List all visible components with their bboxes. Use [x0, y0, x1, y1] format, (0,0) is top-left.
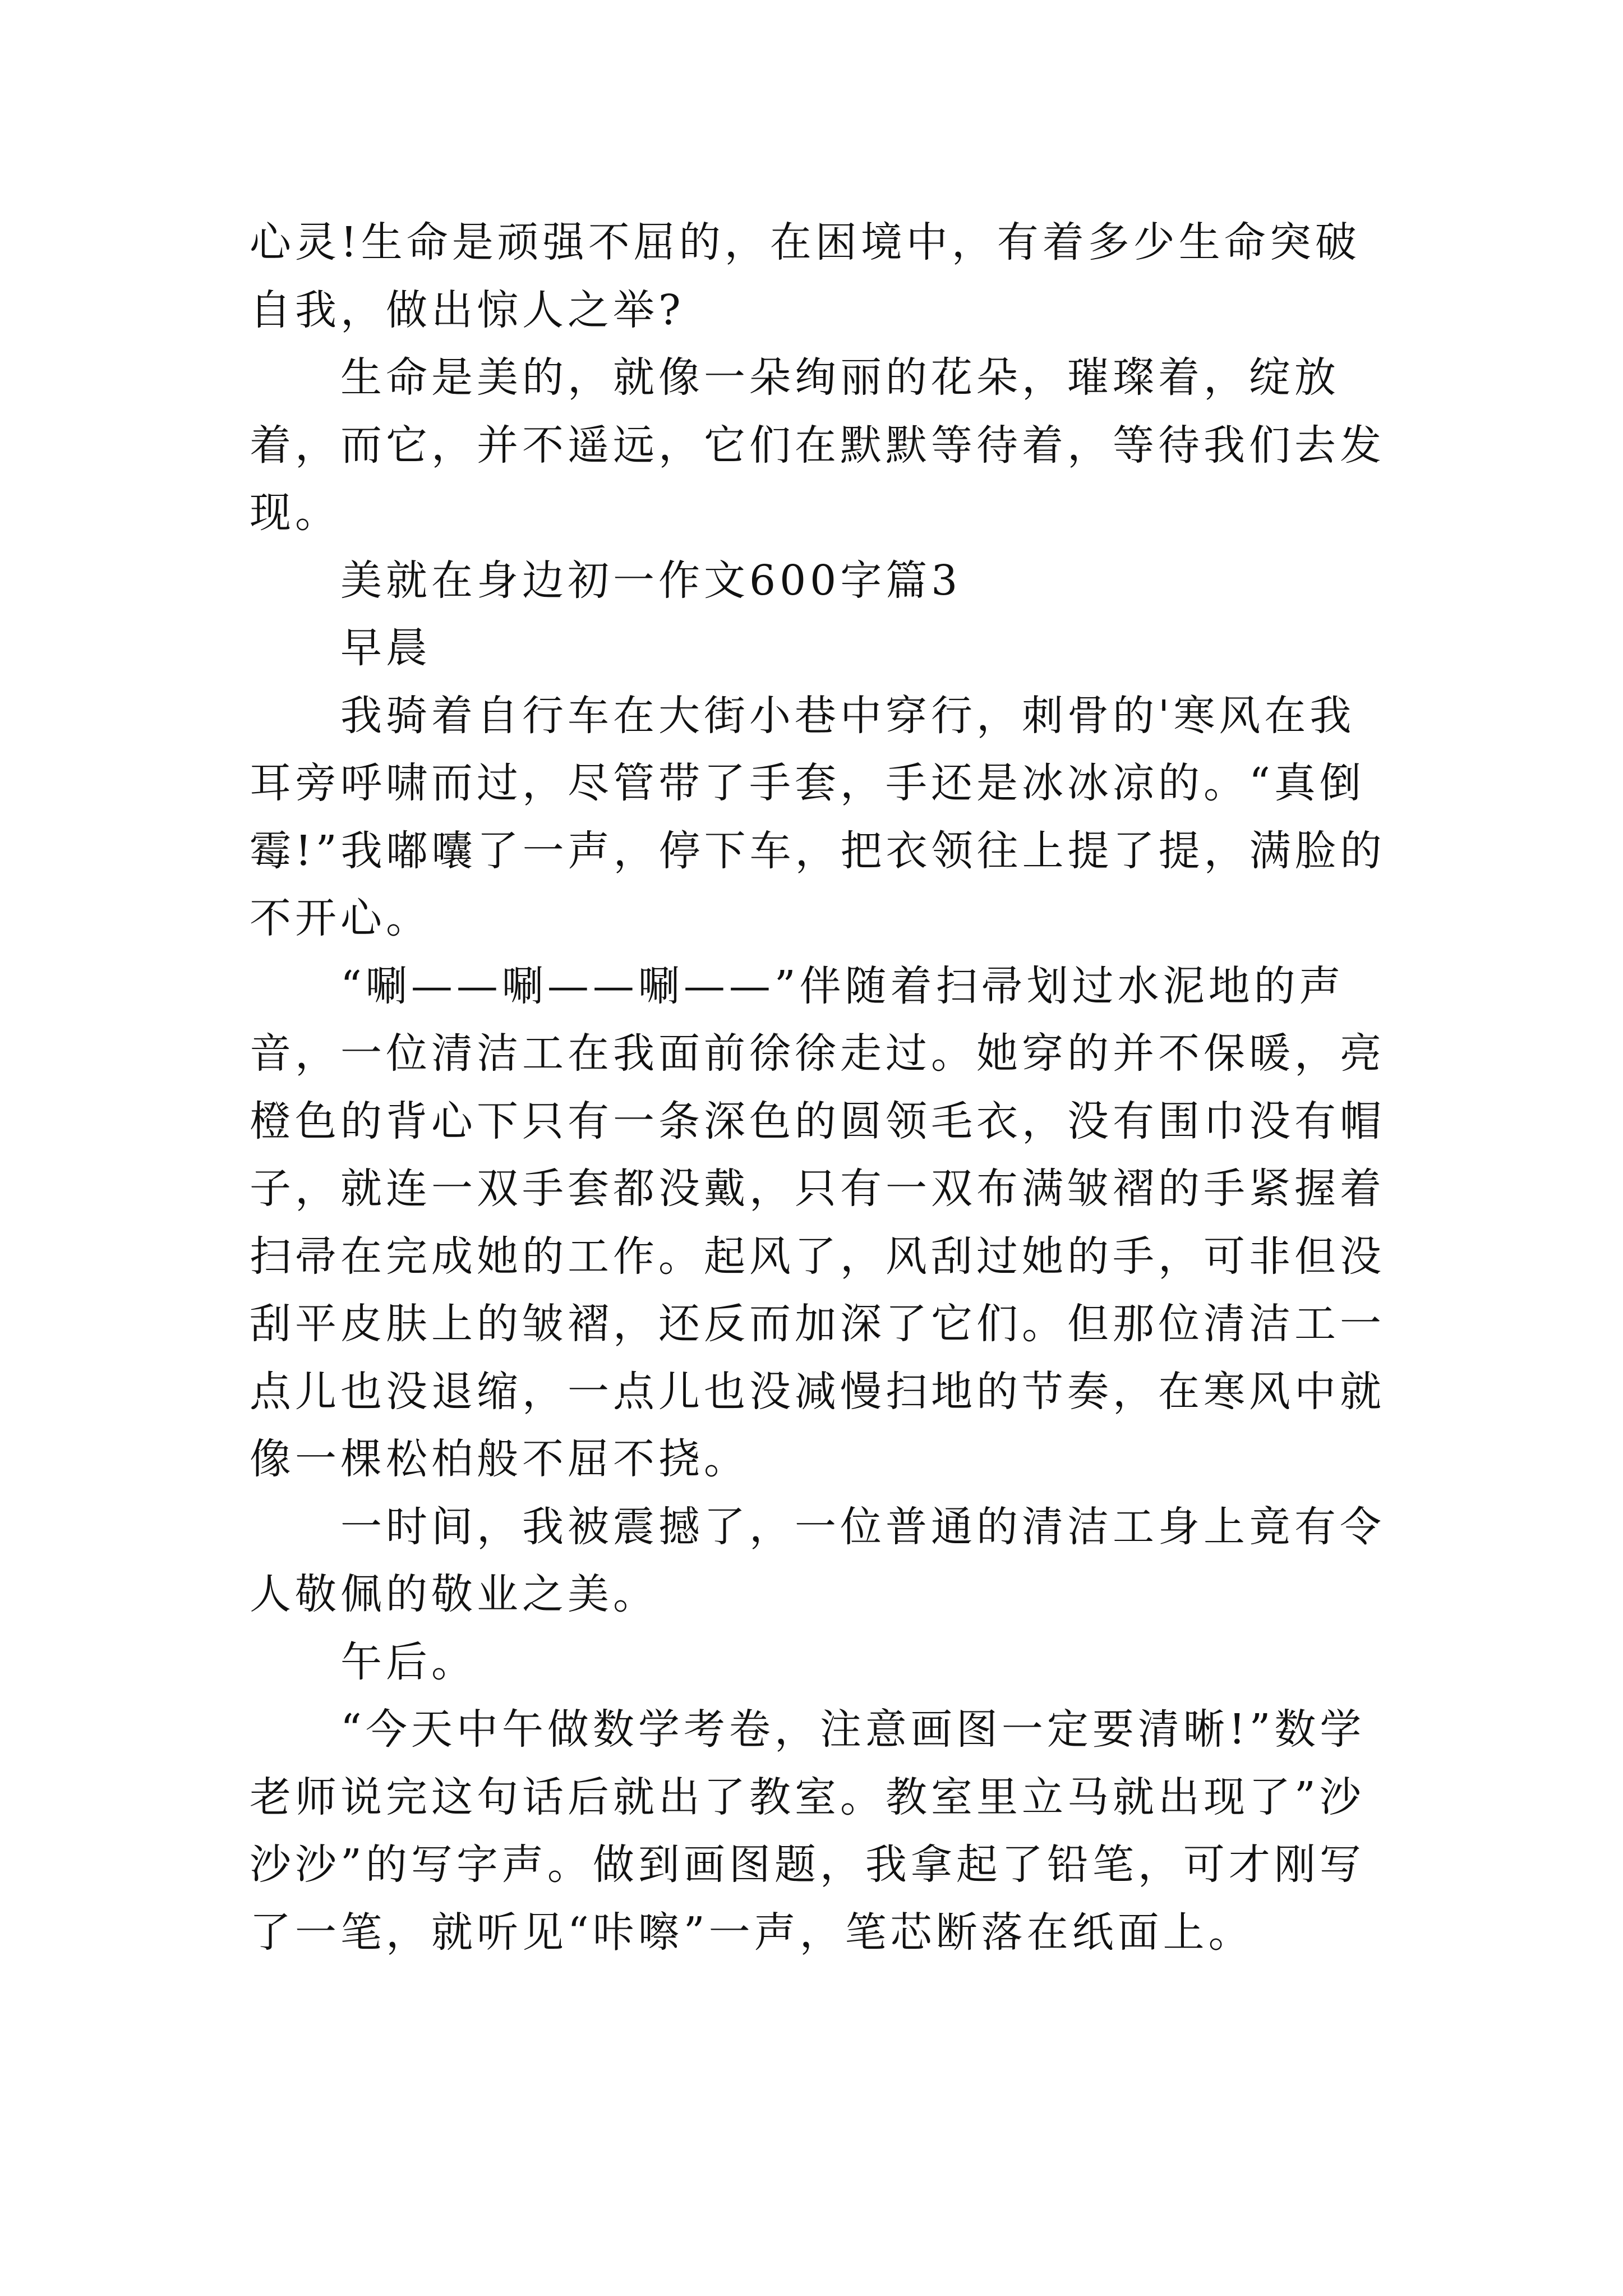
paragraph-1: 心灵!生命是顽强不屈的，在困境中，有着多少生命突破自我，做出惊人之举?: [250, 218, 1361, 334]
paragraph-cleaner: “唰——唰——唰——”伴随着扫帚划过水泥地的声音，一位清洁工在我面前徐徐走过。她穿的并不保暖，亮橙色的背心下只有一条深色的圆领毛衣，没有围巾没有帽子，就连一双手套都没戴，只有一双布满皱褶的手紧握着扫帚在完成她的工作。起风了，风刮过她的手，可非但没刮平皮肤上的皱褶，还反而加深了它们。但那位清洁工一点儿也没退缩，一点儿也没减慢扫地的节奏，在寒风中就像一棵松柏般不屈不挠。: [250, 961, 1385, 1483]
section-afternoon: 午后。: [340, 1637, 477, 1686]
document-body: [250, 209, 1394, 1966]
paragraph-bike-ride: 我骑着自行车在大街小巷中穿行，刺骨的'寒风在我耳旁呼啸而过，尽管带了手套，手还是冰冰凉的。“真倒霉!”我嘟囔了一声，停下车，把衣领往上提了提，满脸的不开心。: [250, 691, 1386, 942]
paragraph-moved: 一时间，我被震撼了，一位普通的清洁工身上竟有令人敬佩的敬业之美。: [250, 1502, 1385, 1618]
paragraph-math-test: “今天中午做数学考卷，注意画图一定要清晰!”数学老师说完这句话后就出了教室。教室里立马就出现了”沙沙沙”的写字声。做到画图题，我拿起了铅笔，可才刚写了一笔，就听见“咔嚓”一声，笔芯断落在纸面上。: [250, 1705, 1366, 1957]
paragraph-2: 生命是美的，就像一朵绚丽的花朵，璀璨着，绽放着，而它，并不遥远，它们在默默等待着，等待我们去发现。: [250, 353, 1385, 537]
essay-heading: 美就在身边初一作文600字篇3: [340, 556, 962, 605]
section-morning: 早晨: [340, 624, 431, 672]
